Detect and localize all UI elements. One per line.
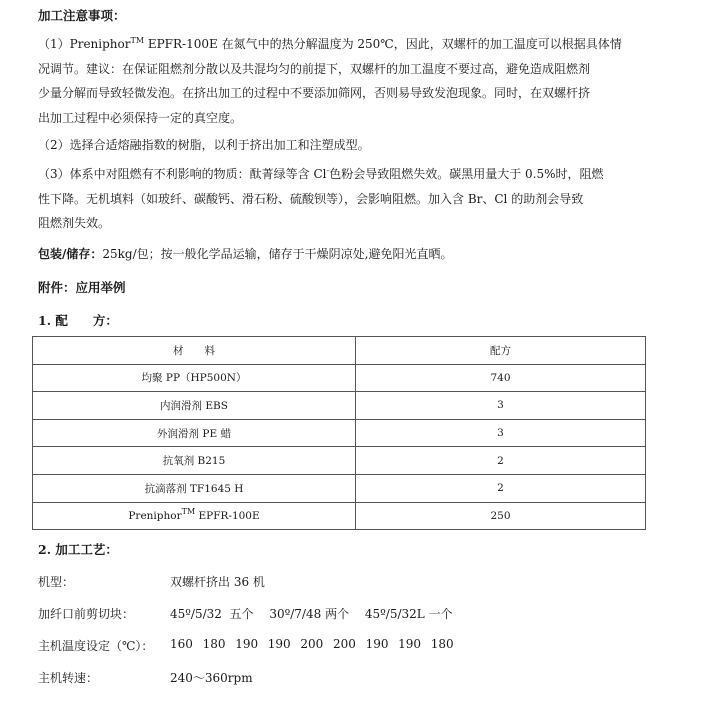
machine-value: 双螺杆挤出 36 机	[170, 575, 265, 589]
notes-heading: 加工注意事项：	[38, 8, 126, 23]
cell-material: 抗氧剂 B215	[33, 447, 356, 475]
temp-zone-2: 180	[202, 637, 226, 651]
blocks-value: 45º/5/32 五个 30º/7/48 两个 45º/5/32L 一个	[170, 607, 453, 621]
table-row	[33, 447, 646, 475]
temp-zone-8: 190	[398, 637, 422, 651]
temp-zone-4: 190	[267, 637, 291, 651]
temp-zone-3: 190	[235, 637, 259, 651]
note-2	[38, 133, 648, 158]
header-material: 材 料	[33, 337, 356, 365]
packaging	[38, 245, 452, 262]
material-prefix: Preniphor	[128, 509, 182, 522]
trademark-sup: TM	[130, 36, 145, 45]
cell-material: 内润滑剂 EBS	[33, 392, 356, 420]
table-row	[33, 364, 646, 392]
note-1	[38, 32, 648, 130]
cell-material	[33, 502, 356, 530]
table-row	[33, 392, 646, 420]
note-3-line-1-b: 色粉会导致阻燃失效。碳黑用量大于 0.5%时，阻燃	[329, 167, 604, 181]
material-suffix: EPFR-100E	[195, 509, 260, 522]
machine-label: 机型：	[38, 575, 75, 589]
note-3-line-1-a: （3）体系中对阻燃有不利影响的物质：酞菁绿等含 Cl	[38, 167, 327, 181]
table-header-row	[33, 337, 646, 365]
note-3	[38, 162, 648, 236]
cell-value: 740	[356, 364, 646, 392]
appendix-heading: 附件：应用举例	[38, 280, 126, 295]
chloride-sup: -	[326, 166, 330, 175]
packaging-text: 25kg/包；按一般化学品运输，储存于干燥阴凉处,避免阳光直晒。	[102, 247, 453, 261]
note-1-line-4: 出加工过程中必须保持一定的真空度。	[38, 110, 243, 125]
header-formula: 配方	[356, 337, 646, 365]
cell-value: 3	[356, 419, 646, 447]
cell-material: 均聚 PP（HP500N）	[33, 364, 356, 392]
table-row	[33, 474, 646, 502]
cell-value: 2	[356, 474, 646, 502]
temp-zone-7: 190	[365, 637, 389, 651]
note-1-line-3: 少量分解而导致轻微发泡。在挤出加工的过程中不要添加筛网，否则易导致发泡现象。同时，在双螺杆挤	[38, 86, 591, 100]
temp-values	[170, 637, 463, 651]
note-1-line-2: 况调节。建议：在保证阻燃剂分散以及共混均匀的前提下，双螺杆的加工温度不要过高，避免造成阻燃剂	[38, 61, 591, 76]
section-1-heading: 1. 配 方：	[38, 313, 118, 328]
speed-value: 240～360rpm	[170, 671, 253, 685]
note-1-line-1-rest: EPFR-100E 在氮气中的热分解温度为 250℃，因此，双螺杆的加工温度可以根据具体情	[144, 37, 622, 51]
note-3-line-2: 性下降。无机填料（如玻纤、碳酸钙、滑石粉、硫酸钡等），会影响阻燃。加入含 Br、Cl 的助剂会导致	[38, 191, 584, 206]
cell-material: 外润滑剂 PE 蜡	[33, 419, 356, 447]
speed-label: 主机转速：	[38, 671, 99, 685]
temp-label: 主机温度设定（℃）：	[38, 639, 154, 653]
temp-zone-6: 200	[332, 637, 356, 651]
packaging-label: 包装/储存：	[38, 247, 103, 261]
table-row	[33, 502, 646, 530]
note-1-prefix: （1）Preniphor	[38, 37, 131, 51]
section-2-heading: 2. 加工工艺：	[38, 542, 118, 557]
cell-value: 2	[356, 447, 646, 475]
temp-zone-9: 180	[430, 637, 454, 651]
temp-zone-1: 160	[170, 637, 193, 651]
note-3-line-1	[38, 162, 648, 187]
temp-zone-5: 200	[300, 637, 324, 651]
table-row	[33, 419, 646, 447]
cell-value: 250	[356, 502, 646, 530]
note-3-line-3: 阻燃剂失效。	[38, 216, 111, 230]
cell-material: 抗滴落剂 TF1645 H	[33, 474, 356, 502]
cell-value: 3	[356, 392, 646, 420]
recipe-table	[32, 336, 646, 530]
blocks-label: 加纤口前剪切块：	[38, 607, 135, 621]
trademark-sup: TM	[181, 506, 196, 516]
note-2-text: （2）选择合适熔融指数的树脂，以利于挤出加工和注塑成型。	[38, 138, 370, 152]
note-1-line-1	[38, 32, 648, 57]
